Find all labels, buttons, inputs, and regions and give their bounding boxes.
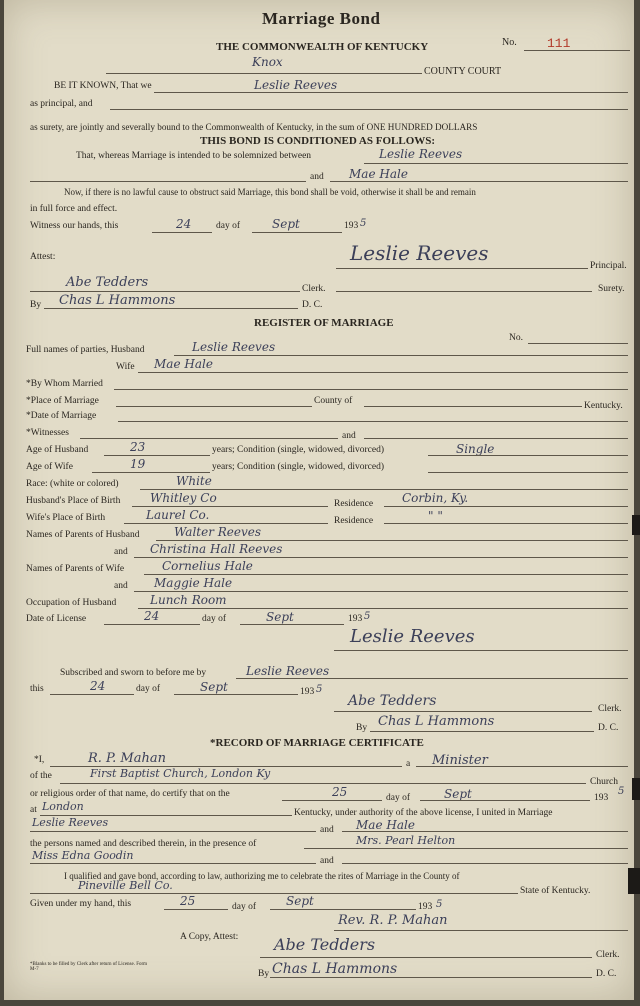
cert-year-prefix: 193 bbox=[594, 793, 609, 803]
wife-label: Wife bbox=[116, 362, 135, 372]
cert-month-hw: Sept bbox=[444, 787, 472, 801]
dc-label: D. C. bbox=[302, 300, 323, 310]
clerk-label: Clerk. bbox=[302, 284, 326, 294]
day-of-label: day of bbox=[216, 221, 241, 231]
given-year-hw: 5 bbox=[436, 899, 443, 910]
witness-and: and bbox=[320, 856, 334, 866]
cert-day-hw: 25 bbox=[332, 785, 348, 799]
rule bbox=[44, 308, 298, 309]
rule bbox=[336, 291, 592, 292]
kentucky-label: Kentucky. bbox=[584, 401, 623, 411]
church-name-hw: First Baptist Church, London Ky bbox=[90, 767, 271, 780]
rule bbox=[334, 650, 628, 651]
subscribed-name-hw: Leslie Reeves bbox=[246, 664, 330, 678]
rule bbox=[80, 438, 338, 439]
occupation-hw: Lunch Room bbox=[150, 593, 227, 607]
binder-tab bbox=[628, 868, 640, 894]
wres-hw: " " bbox=[428, 509, 443, 523]
age-wife-label: Age of Wife bbox=[26, 462, 73, 472]
place-label: *Place of Marriage bbox=[26, 396, 99, 406]
license-year-hw: 5 bbox=[364, 611, 371, 622]
age-husband-hw: 23 bbox=[130, 440, 146, 454]
conditioned-heading: THIS BOND IS CONDITIONED AS FOLLOWS: bbox=[200, 135, 436, 147]
full-force: in full force and effect. bbox=[30, 204, 118, 214]
commonwealth-heading: THE COMMONWEALTH OF KENTUCKY bbox=[216, 41, 429, 53]
clerk2-signature-hw: Abe Tedders bbox=[348, 693, 437, 709]
rule bbox=[110, 109, 628, 110]
dc3-label: D. C. bbox=[596, 969, 617, 979]
race-label: Race: (white or colored) bbox=[26, 479, 119, 489]
kentucky-under-text: Kentucky, under authority of the above license, I united in Marriage bbox=[294, 808, 553, 818]
rule bbox=[334, 711, 592, 712]
dc2-label: D. C. bbox=[598, 723, 619, 733]
witness2-hw: Miss Edna Goodin bbox=[32, 849, 134, 862]
rule bbox=[304, 848, 628, 849]
minister-signature-hw: Rev. R. P. Mahan bbox=[338, 913, 448, 928]
rule bbox=[330, 181, 628, 182]
groom-hw: Leslie Reeves bbox=[379, 147, 463, 161]
rule bbox=[144, 574, 628, 575]
husband-name-hw: Leslie Reeves bbox=[192, 340, 276, 354]
whereas-text: That, whereas Marriage is intended to be solemnized between bbox=[76, 151, 312, 161]
rule bbox=[92, 472, 210, 473]
license-year-prefix: 193 bbox=[348, 614, 363, 624]
bond-month-hw: Sept bbox=[272, 217, 300, 231]
wpob-label: Wife's Place of Birth bbox=[26, 513, 106, 523]
full-names-label: Full names of parties, Husband bbox=[26, 345, 145, 355]
bond-no-label: No. bbox=[502, 37, 517, 48]
rule bbox=[336, 268, 588, 269]
principal-name-hw: Leslie Reeves bbox=[254, 78, 338, 92]
given-month-hw: Sept bbox=[286, 894, 314, 908]
rule bbox=[364, 163, 628, 164]
binder-tab bbox=[632, 515, 640, 535]
county-court-label: COUNTY COURT bbox=[424, 66, 502, 77]
rule bbox=[134, 591, 628, 592]
rule bbox=[30, 291, 300, 292]
race-hw: White bbox=[176, 474, 212, 488]
wparents-and: and bbox=[114, 581, 128, 591]
hfather-hw: Walter Reeves bbox=[174, 525, 262, 539]
this-label: this bbox=[30, 684, 44, 694]
witnesses-and: and bbox=[342, 431, 356, 441]
county-of-label: County of bbox=[314, 396, 353, 406]
rule bbox=[116, 406, 312, 407]
wmother-hw: Maggie Hale bbox=[154, 576, 233, 590]
sub-day-hw: 24 bbox=[90, 679, 106, 693]
clerk2-label: Clerk. bbox=[598, 704, 622, 714]
wparents-label: Names of Parents of Wife bbox=[26, 564, 125, 574]
rule bbox=[364, 438, 628, 439]
and-label: and bbox=[310, 172, 324, 182]
wife-name-hw: Mae Hale bbox=[154, 357, 213, 371]
county-hw: Knox bbox=[252, 55, 283, 69]
rule bbox=[174, 355, 628, 356]
by3-label: By bbox=[258, 969, 270, 979]
rule bbox=[270, 977, 592, 978]
as-principal: as principal, and bbox=[30, 99, 93, 109]
date-marriage-label: *Date of Marriage bbox=[26, 411, 97, 421]
given-text: Given under my hand, this bbox=[30, 899, 132, 909]
i-label: *I, bbox=[34, 755, 45, 765]
cert-groom-hw: Leslie Reeves bbox=[32, 816, 109, 829]
rule bbox=[104, 624, 200, 625]
dc3-signature-hw: Chas L Hammons bbox=[272, 961, 398, 977]
rule bbox=[114, 389, 628, 390]
rule bbox=[524, 50, 630, 51]
condition-husband-label: years; Condition (single, widowed, divorced) bbox=[212, 445, 385, 455]
license-month-hw: Sept bbox=[266, 610, 294, 624]
rule bbox=[50, 694, 134, 695]
rule bbox=[152, 232, 212, 233]
rule bbox=[342, 863, 628, 864]
rule bbox=[420, 800, 590, 801]
footnote: *Blanks to be filled by Clerk after return of License. Form M-7 bbox=[30, 962, 148, 972]
cert-bride-hw: Mae Hale bbox=[356, 818, 415, 832]
rule bbox=[364, 406, 582, 407]
hpob-hw: Whitley Co bbox=[150, 491, 217, 505]
rule bbox=[282, 800, 382, 801]
age-husband-label: Age of Husband bbox=[26, 445, 89, 455]
surety-text: as surety, are jointly and severally bound to the Commonwealth of Kentucky, in the sum of ONE HUNDRED DOLLARS bbox=[30, 122, 478, 132]
bride-hw: Mae Hale bbox=[349, 167, 408, 181]
given-day-hw: 25 bbox=[180, 894, 196, 908]
at-place-hw: London bbox=[42, 800, 84, 813]
register-no-label: No. bbox=[509, 333, 523, 343]
witness-text: Witness our hands, this bbox=[30, 221, 119, 231]
dc2-signature-hw: Chas L Hammons bbox=[378, 714, 495, 729]
rule bbox=[240, 624, 344, 625]
occupation-label: Occupation of Husband bbox=[26, 598, 117, 608]
sub-day-of: day of bbox=[136, 684, 161, 694]
rule bbox=[30, 893, 518, 894]
date-license-label: Date of License bbox=[26, 614, 87, 624]
religious-order-text: or religious order of that name, do certify that on the bbox=[30, 789, 230, 799]
by-whom-label: *By Whom Married bbox=[26, 379, 103, 389]
clerk3-signature-hw: Abe Tedders bbox=[274, 935, 376, 954]
rule bbox=[132, 506, 328, 507]
sub-year-prefix: 193 bbox=[300, 687, 315, 697]
attest-label: Attest: bbox=[30, 252, 56, 262]
license-day-of: day of bbox=[202, 614, 227, 624]
now-if-text: Now, if there is no lawful cause to obstruct said Marriage, this bond shall be void, otherwise it shall be and remain bbox=[64, 187, 476, 197]
given-day-of: day of bbox=[232, 902, 257, 912]
rule bbox=[236, 678, 628, 679]
rule bbox=[270, 909, 416, 910]
condition-wife-label: years; Condition (single, widowed, divorced) bbox=[212, 462, 385, 472]
surety-label: Surety. bbox=[598, 284, 625, 294]
rule bbox=[30, 181, 306, 182]
rule bbox=[384, 523, 628, 524]
hparents-label: Names of Parents of Husband bbox=[26, 530, 140, 540]
at-label: at bbox=[30, 805, 37, 815]
rule bbox=[174, 694, 298, 695]
rule bbox=[384, 506, 628, 507]
condition-husband-hw: Single bbox=[456, 442, 495, 456]
minister-name-hw: R. P. Mahan bbox=[88, 751, 166, 766]
deputy-clerk-hw: Chas L Hammons bbox=[59, 293, 176, 308]
cert-year-hw: 5 bbox=[618, 786, 625, 797]
a-label: a bbox=[406, 759, 411, 769]
rule bbox=[416, 766, 628, 767]
residence-label: Residence bbox=[334, 499, 374, 509]
rule bbox=[156, 540, 628, 541]
rule bbox=[164, 909, 228, 910]
bond-year-hw: 5 bbox=[360, 218, 367, 229]
applicant-signature-hw: Leslie Reeves bbox=[350, 626, 475, 647]
persons-text: the persons named and described therein, in the presence of bbox=[30, 839, 257, 849]
hpob-label: Husband's Place of Birth bbox=[26, 496, 121, 506]
cert-day-of: day of bbox=[386, 793, 411, 803]
clerk-signature-hw: Abe Tedders bbox=[66, 275, 149, 290]
cert-and: and bbox=[320, 825, 334, 835]
rule bbox=[428, 455, 628, 456]
rule bbox=[124, 523, 328, 524]
rule bbox=[334, 930, 628, 931]
hmother-hw: Christina Hall Reeves bbox=[150, 542, 283, 556]
rule bbox=[252, 232, 342, 233]
marriage-bond-document bbox=[4, 0, 634, 1000]
rule bbox=[528, 343, 628, 344]
register-heading: REGISTER OF MARRIAGE bbox=[254, 317, 394, 329]
rule bbox=[138, 608, 628, 609]
witnesses-label: *Witnesses bbox=[26, 428, 69, 438]
rule bbox=[370, 731, 594, 732]
rule bbox=[134, 557, 628, 558]
rule bbox=[342, 831, 628, 832]
be-it-known: BE IT KNOWN, That we bbox=[54, 81, 152, 91]
rule bbox=[60, 783, 586, 784]
rule bbox=[30, 831, 316, 832]
bond-number: 111 bbox=[547, 36, 571, 51]
rule bbox=[104, 455, 210, 456]
bond-day-hw: 24 bbox=[176, 217, 192, 231]
clerk3-label: Clerk. bbox=[596, 950, 620, 960]
rule bbox=[106, 73, 422, 74]
wfather-hw: Cornelius Hale bbox=[162, 559, 253, 573]
rule bbox=[428, 472, 628, 473]
license-day-hw: 24 bbox=[144, 609, 160, 623]
rule bbox=[30, 863, 316, 864]
principal-signature-hw: Leslie Reeves bbox=[350, 241, 489, 265]
binder-tab bbox=[632, 778, 640, 800]
age-wife-hw: 19 bbox=[130, 457, 146, 471]
record-heading: *RECORD OF MARRIAGE CERTIFICATE bbox=[210, 737, 424, 749]
given-year-prefix: 193 bbox=[418, 902, 433, 912]
residence-label-wife: Residence bbox=[334, 516, 374, 526]
qualified-text: I qualified and gave bond, according to law, authorizing me to celebrate the rites of Marriage in the County of bbox=[64, 871, 460, 881]
principal-label: Principal. bbox=[590, 261, 627, 271]
hres-hw: Corbin, Ky. bbox=[402, 491, 469, 505]
county2-hw: Pineville Bell Co. bbox=[78, 879, 173, 892]
wpob-hw: Laurel Co. bbox=[146, 508, 210, 522]
sub-month-hw: Sept bbox=[200, 680, 228, 694]
minister-title-hw: Minister bbox=[432, 753, 488, 768]
document-title: Marriage Bond bbox=[262, 9, 381, 28]
rule bbox=[140, 489, 628, 490]
church-label: Church bbox=[590, 777, 618, 787]
rule bbox=[154, 92, 628, 93]
rule bbox=[118, 421, 628, 422]
hparents-and: and bbox=[114, 547, 128, 557]
subscribed-label: Subscribed and sworn to before me by bbox=[60, 668, 207, 678]
sub-year-hw: 5 bbox=[316, 684, 323, 695]
witness1-hw: Mrs. Pearl Helton bbox=[356, 834, 456, 847]
state-kentucky: State of Kentucky. bbox=[520, 886, 591, 896]
copy-attest-label: A Copy, Attest: bbox=[180, 932, 239, 942]
by2-label: By bbox=[356, 723, 368, 733]
of-the-label: of the bbox=[30, 771, 52, 781]
by-label: By bbox=[30, 300, 42, 310]
rule bbox=[138, 372, 628, 373]
rule bbox=[260, 957, 592, 958]
year-prefix: 193 bbox=[344, 221, 359, 231]
